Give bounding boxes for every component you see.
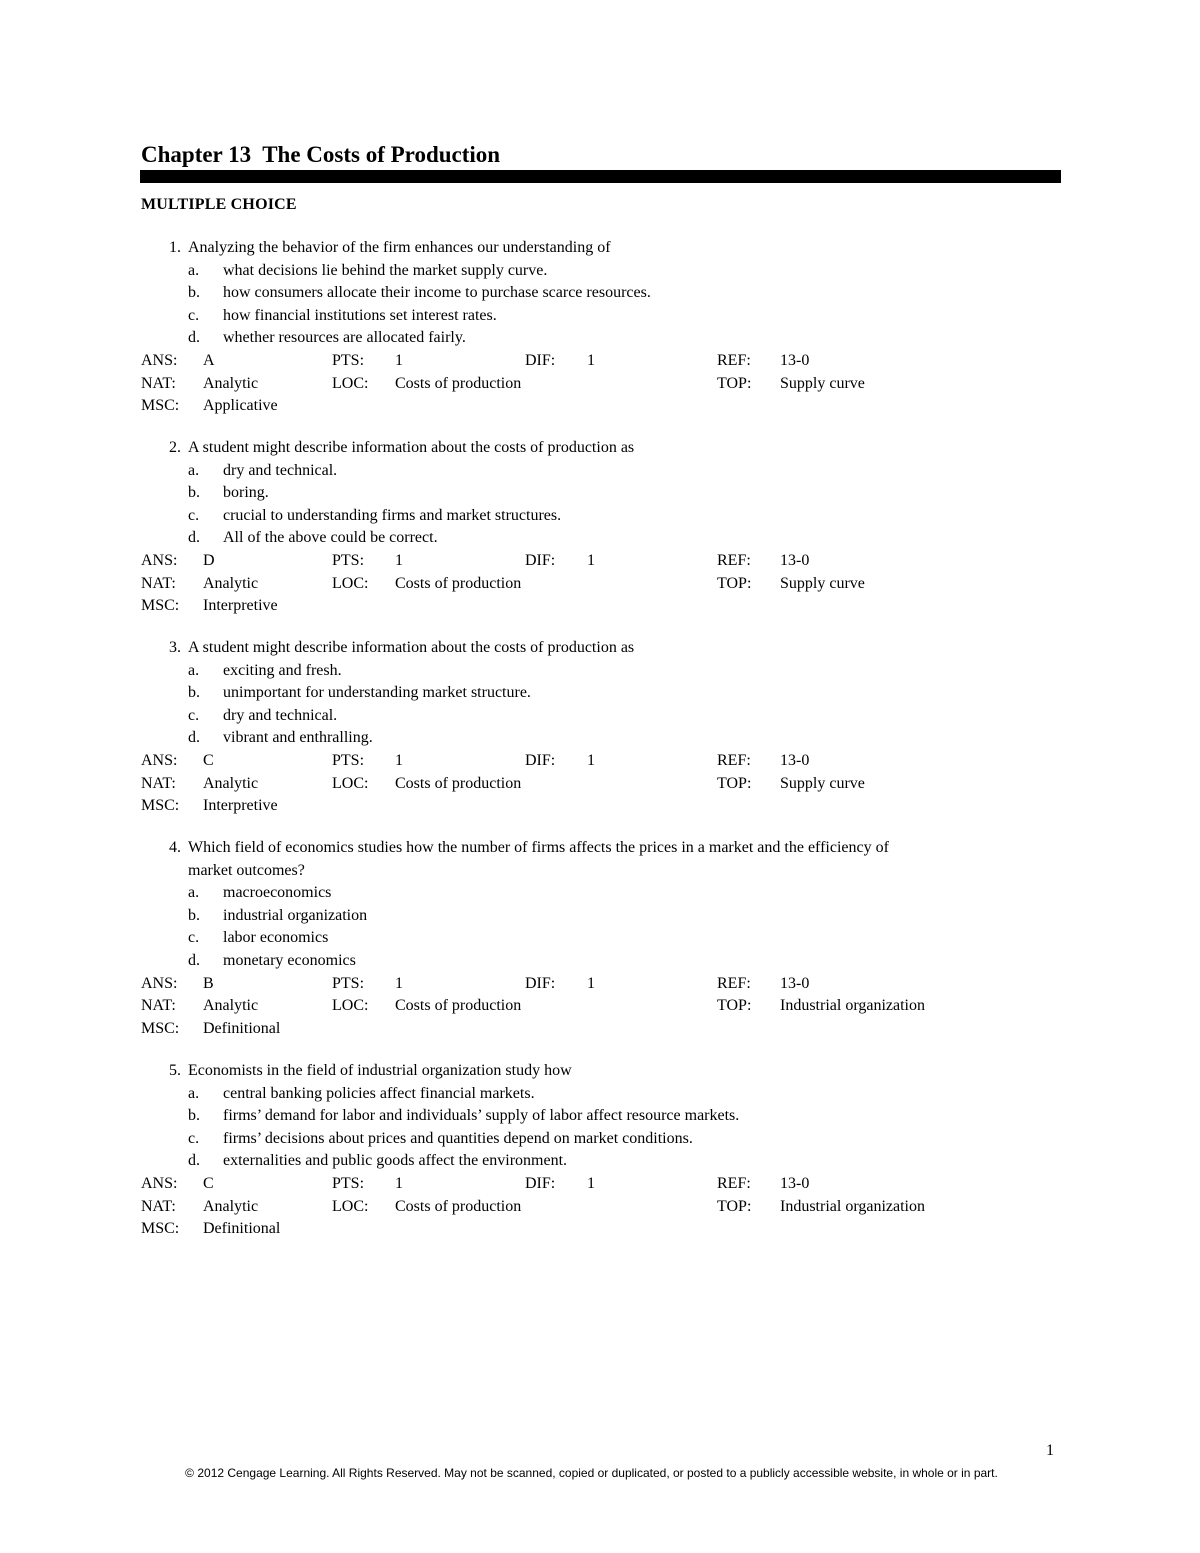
question-4	[0, 837, 1200, 1040]
pts-label: PTS:	[332, 974, 365, 992]
option-a	[0, 882, 1200, 905]
loc-label: LOC:	[332, 774, 369, 792]
answer-options	[0, 660, 1200, 750]
option-d	[0, 327, 1200, 350]
question-stem-row	[0, 860, 1200, 883]
option-letter: a.	[188, 261, 200, 279]
option-d	[0, 950, 1200, 973]
nat-label: NAT:	[141, 574, 176, 592]
question-number: 3.	[169, 639, 181, 656]
option-a	[0, 660, 1200, 683]
option-letter: d.	[188, 329, 200, 347]
msc-label: MSC:	[141, 597, 180, 615]
option-text: crucial to understanding firms and market structures.	[223, 506, 562, 524]
answer-meta-row	[0, 373, 1200, 396]
question-stem-row	[0, 437, 1200, 460]
option-text: firms’ demand for labor and individuals’ supply of labor affect resource markets.	[223, 1107, 740, 1125]
nat-value: Analytic	[203, 574, 259, 592]
question-number: 5.	[169, 1062, 181, 1079]
option-c	[0, 927, 1200, 950]
option-text: exciting and fresh.	[223, 661, 342, 679]
option-text: dry and technical.	[223, 461, 338, 479]
answer-meta-row	[0, 1173, 1200, 1196]
option-text: how consumers allocate their income to purchase scarce resources.	[223, 284, 651, 302]
ans-label: ANS:	[141, 1174, 178, 1192]
ans-value: C	[203, 1174, 214, 1192]
loc-value: Costs of production	[395, 374, 522, 392]
option-text: labor economics	[223, 929, 329, 947]
option-text: unimportant for understanding market structure.	[223, 684, 531, 702]
nat-label: NAT:	[141, 774, 176, 792]
ref-value: 13-0	[780, 751, 810, 769]
pts-label: PTS:	[332, 1174, 365, 1192]
option-letter: d.	[188, 1152, 200, 1170]
option-letter: a.	[188, 661, 200, 679]
option-letter: b.	[188, 284, 200, 302]
option-letter: a.	[188, 461, 200, 479]
ref-label: REF:	[717, 551, 751, 569]
ans-value: B	[203, 974, 214, 992]
option-letter: b.	[188, 906, 200, 924]
title-rule	[140, 170, 1061, 183]
question-number: 4.	[169, 839, 181, 856]
answer-meta-row	[0, 795, 1200, 818]
option-b	[0, 682, 1200, 705]
loc-label: LOC:	[332, 374, 369, 392]
nat-label: NAT:	[141, 1197, 176, 1215]
question-1	[0, 237, 1200, 418]
option-letter: d.	[188, 529, 200, 547]
option-c	[0, 1128, 1200, 1151]
option-c	[0, 305, 1200, 328]
question-2	[0, 437, 1200, 618]
ref-label: REF:	[717, 351, 751, 369]
answer-meta-row	[0, 595, 1200, 618]
option-text: firms’ decisions about prices and quantities depend on market conditions.	[223, 1129, 693, 1147]
top-label: TOP:	[717, 997, 752, 1015]
question-stem-row	[0, 237, 1200, 260]
option-text: macroeconomics	[223, 884, 332, 902]
option-text: externalities and public goods affect the environment.	[223, 1152, 568, 1170]
dif-value: 1	[587, 974, 595, 992]
answer-meta-row	[0, 1218, 1200, 1241]
page-number: 1	[1046, 1442, 1054, 1459]
nat-value: Analytic	[203, 374, 259, 392]
question-stem-row	[0, 637, 1200, 660]
question-stem: Analyzing the behavior of the firm enhances our understanding of	[188, 239, 611, 256]
dif-value: 1	[587, 551, 595, 569]
answer-meta-row	[0, 773, 1200, 796]
question-number: 2.	[169, 439, 181, 456]
msc-label: MSC:	[141, 1019, 180, 1037]
option-b	[0, 1105, 1200, 1128]
pts-value: 1	[395, 1174, 403, 1192]
pts-value: 1	[395, 751, 403, 769]
option-letter: c.	[188, 306, 200, 324]
answer-options	[0, 882, 1200, 972]
answer-meta-row	[0, 550, 1200, 573]
ans-label: ANS:	[141, 751, 178, 769]
ans-value: A	[203, 351, 215, 369]
question-stem-row	[0, 1060, 1200, 1083]
option-a	[0, 460, 1200, 483]
option-letter: d.	[188, 729, 200, 747]
ans-label: ANS:	[141, 351, 178, 369]
pts-label: PTS:	[332, 551, 365, 569]
answer-meta-row	[0, 973, 1200, 996]
option-text: how financial institutions set interest rates.	[223, 306, 497, 324]
top-label: TOP:	[717, 574, 752, 592]
ans-value: C	[203, 751, 214, 769]
answer-meta-row	[0, 750, 1200, 773]
pts-label: PTS:	[332, 751, 365, 769]
option-letter: c.	[188, 929, 200, 947]
dif-value: 1	[587, 751, 595, 769]
ref-value: 13-0	[780, 1174, 810, 1192]
top-value: Supply curve	[780, 574, 865, 592]
dif-value: 1	[587, 351, 595, 369]
top-value: Supply curve	[780, 774, 865, 792]
option-letter: c.	[188, 506, 200, 524]
answer-meta-row	[0, 350, 1200, 373]
question-stem: A student might describe information about the costs of production as	[188, 639, 635, 656]
question-stem-row	[0, 837, 1200, 860]
pts-value: 1	[395, 351, 403, 369]
msc-value: Interpretive	[203, 797, 278, 815]
page-title: Chapter 13 The Costs of Production	[141, 142, 501, 167]
option-text: boring.	[223, 484, 269, 502]
msc-value: Interpretive	[203, 597, 278, 615]
pts-value: 1	[395, 551, 403, 569]
msc-value: Definitional	[203, 1019, 281, 1037]
loc-label: LOC:	[332, 574, 369, 592]
loc-value: Costs of production	[395, 574, 522, 592]
option-letter: b.	[188, 484, 200, 502]
dif-label: DIF:	[525, 751, 556, 769]
option-text: vibrant and enthralling.	[223, 729, 373, 747]
option-d	[0, 727, 1200, 750]
nat-value: Analytic	[203, 1197, 259, 1215]
loc-label: LOC:	[332, 1197, 369, 1215]
option-text: monetary economics	[223, 951, 356, 969]
ans-label: ANS:	[141, 551, 178, 569]
option-text: industrial organization	[223, 906, 368, 924]
dif-label: DIF:	[525, 974, 556, 992]
nat-value: Analytic	[203, 774, 259, 792]
top-label: TOP:	[717, 1197, 752, 1215]
ref-label: REF:	[717, 974, 751, 992]
ref-value: 13-0	[780, 974, 810, 992]
ref-label: REF:	[717, 751, 751, 769]
loc-value: Costs of production	[395, 774, 522, 792]
question-stem: Economists in the field of industrial organization study how	[188, 1062, 572, 1079]
nat-label: NAT:	[141, 997, 176, 1015]
ref-label: REF:	[717, 1174, 751, 1192]
ref-value: 13-0	[780, 551, 810, 569]
answer-options	[0, 460, 1200, 550]
msc-value: Definitional	[203, 1220, 281, 1238]
nat-value: Analytic	[203, 997, 259, 1015]
option-letter: c.	[188, 1129, 200, 1147]
option-b	[0, 282, 1200, 305]
question-number: 1.	[169, 239, 181, 256]
ref-value: 13-0	[780, 351, 810, 369]
loc-label: LOC:	[332, 997, 369, 1015]
option-a	[0, 1083, 1200, 1106]
option-letter: a.	[188, 1084, 200, 1102]
option-letter: a.	[188, 884, 200, 902]
msc-label: MSC:	[141, 397, 180, 415]
question-stem-line-2: market outcomes?	[188, 861, 305, 879]
option-text: whether resources are allocated fairly.	[223, 329, 466, 347]
answer-meta-row	[0, 1018, 1200, 1041]
top-value: Supply curve	[780, 374, 865, 392]
loc-value: Costs of production	[395, 1197, 522, 1215]
option-a	[0, 260, 1200, 283]
option-letter: d.	[188, 951, 200, 969]
dif-value: 1	[587, 1174, 595, 1192]
pts-label: PTS:	[332, 351, 365, 369]
answer-options	[0, 260, 1200, 350]
option-b	[0, 905, 1200, 928]
answer-meta-row	[0, 995, 1200, 1018]
ans-value: D	[203, 551, 215, 569]
question-stem: A student might describe information about the costs of production as	[188, 439, 635, 456]
option-letter: b.	[188, 1107, 200, 1125]
option-text: All of the above could be correct.	[223, 529, 438, 547]
question-stem-line-1: Which field of economics studies how the number of firms affects the prices in a market and the efficiency of	[188, 839, 889, 856]
answer-options	[0, 1083, 1200, 1173]
pts-value: 1	[395, 974, 403, 992]
dif-label: DIF:	[525, 1174, 556, 1192]
option-d	[0, 527, 1200, 550]
option-d	[0, 1150, 1200, 1173]
option-text: central banking policies affect financial markets.	[223, 1084, 535, 1102]
msc-value: Applicative	[203, 397, 278, 415]
msc-label: MSC:	[141, 797, 180, 815]
answer-meta-row	[0, 395, 1200, 418]
answer-meta-row	[0, 573, 1200, 596]
nat-label: NAT:	[141, 374, 176, 392]
option-c	[0, 705, 1200, 728]
section-heading: MULTIPLE CHOICE	[141, 196, 297, 213]
top-label: TOP:	[717, 774, 752, 792]
dif-label: DIF:	[525, 351, 556, 369]
question-3	[0, 637, 1200, 818]
top-value: Industrial organization	[780, 997, 925, 1015]
option-b	[0, 482, 1200, 505]
question-5	[0, 1060, 1200, 1241]
option-text: what decisions lie behind the market supply curve.	[223, 261, 548, 279]
loc-value: Costs of production	[395, 997, 522, 1015]
dif-label: DIF:	[525, 551, 556, 569]
option-letter: b.	[188, 684, 200, 702]
top-label: TOP:	[717, 374, 752, 392]
ans-label: ANS:	[141, 974, 178, 992]
option-letter: c.	[188, 706, 200, 724]
msc-label: MSC:	[141, 1220, 180, 1238]
top-value: Industrial organization	[780, 1197, 925, 1215]
answer-meta-row	[0, 1196, 1200, 1219]
footer-copyright: © 2012 Cengage Learning. All Rights Reserved. May not be scanned, copied or duplicated, or posted to a publicly accessible website, in whole or in part.	[185, 1466, 998, 1480]
option-text: dry and technical.	[223, 706, 338, 724]
option-c	[0, 505, 1200, 528]
